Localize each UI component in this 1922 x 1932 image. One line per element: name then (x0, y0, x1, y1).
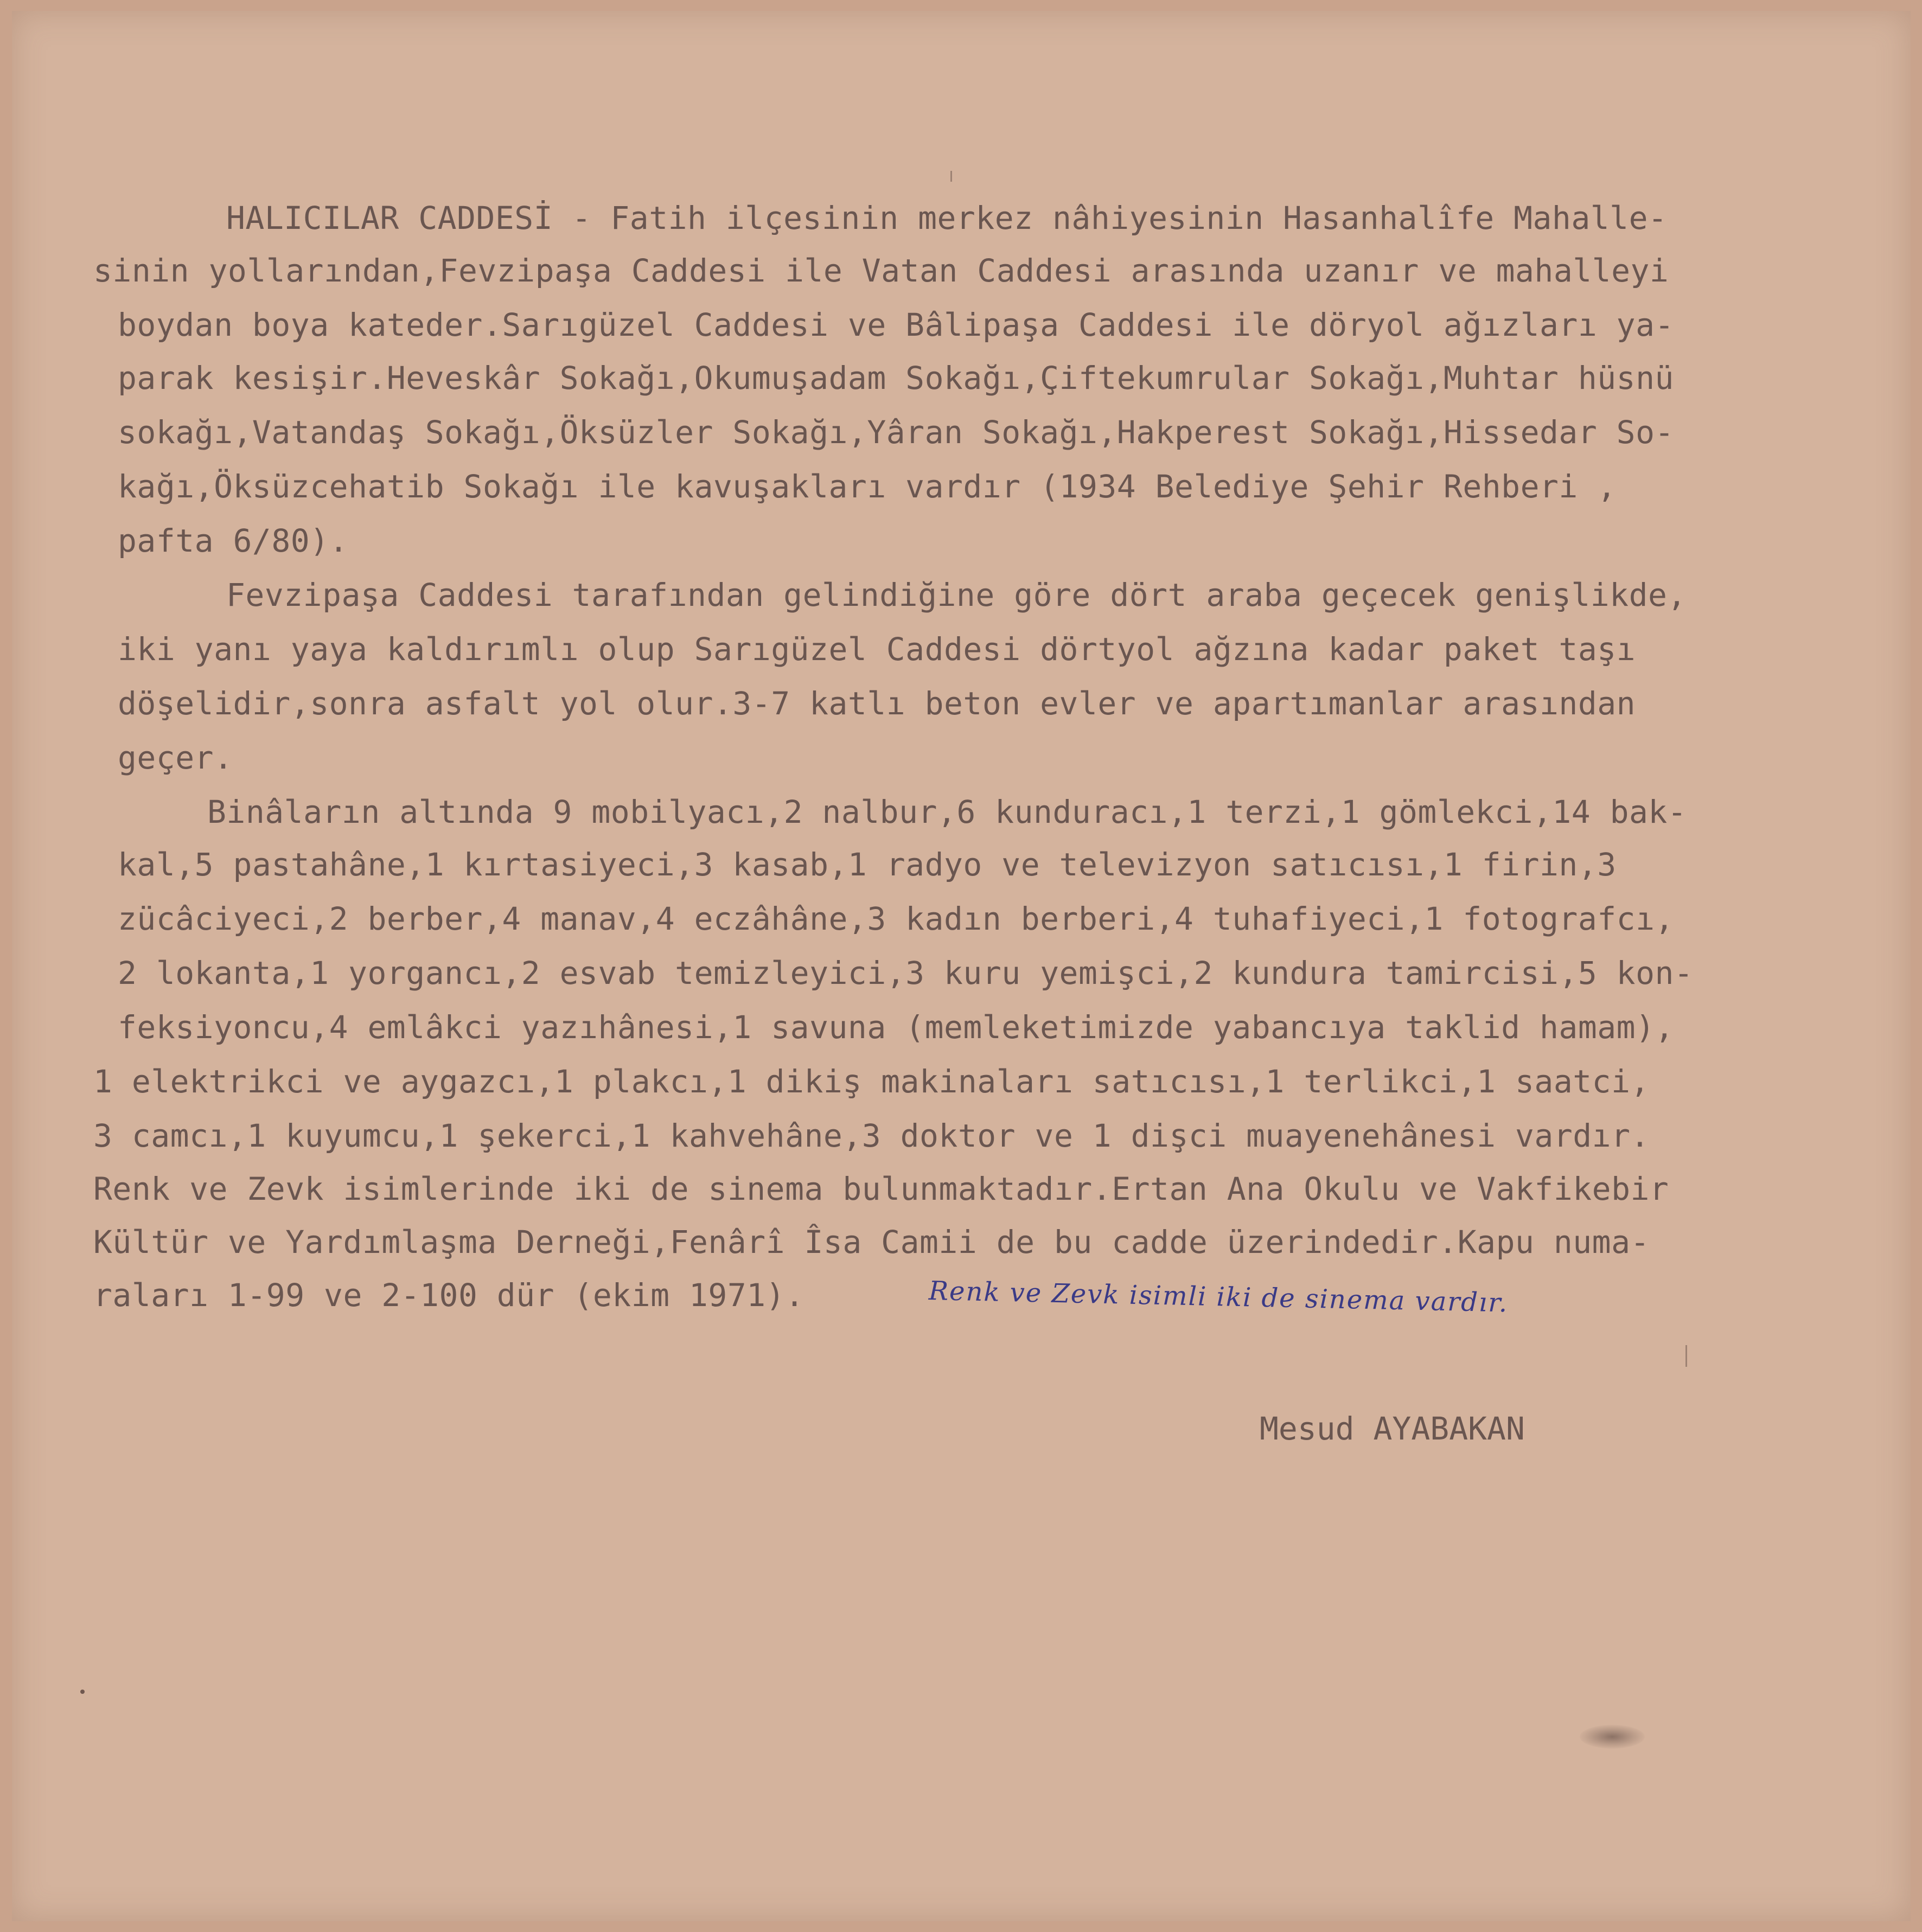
paper-mark (1685, 1345, 1687, 1367)
document-sheet (12, 11, 1911, 1921)
text-line: pafta 6/80). (118, 522, 349, 559)
text-line: sokağı,Vatandaş Sokağı,Öksüzler Sokağı,Yâran Sokağı,Hakperest Sokağı,Hissedar So- (118, 414, 1674, 451)
text-line: sinin yollarından,Fevzipaşa Caddesi ile Vatan Caddesi arasında uzanır ve mahalleyi (93, 252, 1669, 289)
text-line: 3 camcı,1 kuyumcu,1 şekerci,1 kahvehâne,3 doktor ve 1 dişci muayenehânesi vardır. (93, 1117, 1650, 1154)
text-line: zücâciyeci,2 berber,4 manav,4 eczâhâne,3 kadın berberi,4 tuhafiyeci,1 fotografcı, (118, 900, 1674, 937)
text-line: kal,5 pastahâne,1 kırtasiyeci,3 kasab,1 radyo ve televizyon satıcısı,1 firin,3 (118, 846, 1617, 883)
text-line: 1 elektrikci ve aygazcı,1 plakcı,1 dikiş makinaları satıcısı,1 terlikci,1 saatci, (93, 1063, 1650, 1100)
text-line: geçer. (118, 739, 233, 776)
text-line: HALICILAR CADDESİ - Fatih ilçesinin merkez nâhiyesinin Hasanhalîfe Mahalle- (226, 200, 1668, 236)
paper-mark (950, 171, 952, 182)
text-line: iki yanı yaya kaldırımlı olup Sarıgüzel Caddesi dörtyol ağzına kadar paket taşı (118, 631, 1636, 668)
ink-smudge (1580, 1725, 1645, 1749)
text-line: Fevzipaşa Caddesi tarafından gelindiğine göre dört araba geçecek genişlikde, (226, 577, 1687, 613)
text-line: Renk ve Zevk isimlerinde iki de sinema bulunmaktadır.Ertan Ana Okulu ve Vakfikebir (93, 1170, 1669, 1207)
typed-text-block (12, 11, 1911, 1921)
text-line: parak kesişir.Heveskâr Sokağı,Okumuşadam Sokağı,Çiftekumrular Sokağı,Muhtar hüsnü (118, 360, 1674, 396)
text-line: feksiyoncu,4 emlâkci yazıhânesi,1 savuna (memleketimizde yabancıya taklid hamam), (118, 1009, 1674, 1046)
ink-speck (80, 1690, 85, 1694)
text-line: 2 lokanta,1 yorgancı,2 esvab temizleyici,3 kuru yemişci,2 kundura tamircisi,5 kon- (118, 955, 1694, 991)
signature: Mesud AYABAKAN (1260, 1410, 1525, 1447)
handwritten-note: Renk ve Zevk isimli iki de sinema vardır. (928, 1276, 1509, 1319)
text-line: Kültür ve Yardımlaşma Derneği,Fenârî Îsa Camii de bu cadde üzerindedir.Kapu numa- (93, 1224, 1650, 1261)
text-line: döşelidir,sonra asfalt yol olur.3-7 katlı beton evler ve apartımanlar arasından (118, 685, 1636, 722)
text-line: kağı,Öksüzcehatib Sokağı ile kavuşakları vardır (1934 Belediye Şehir Rehberi , (118, 468, 1617, 505)
text-line: boydan boya kateder.Sarıgüzel Caddesi ve Bâlipaşa Caddesi ile döryol ağızları ya- (118, 306, 1674, 343)
text-line: Binâların altında 9 mobilyacı,2 nalbur,6 kunduracı,1 terzi,1 gömlekci,14 bak- (207, 794, 1687, 830)
text-line: raları 1-99 ve 2-100 dür (ekim 1971). (93, 1277, 804, 1314)
